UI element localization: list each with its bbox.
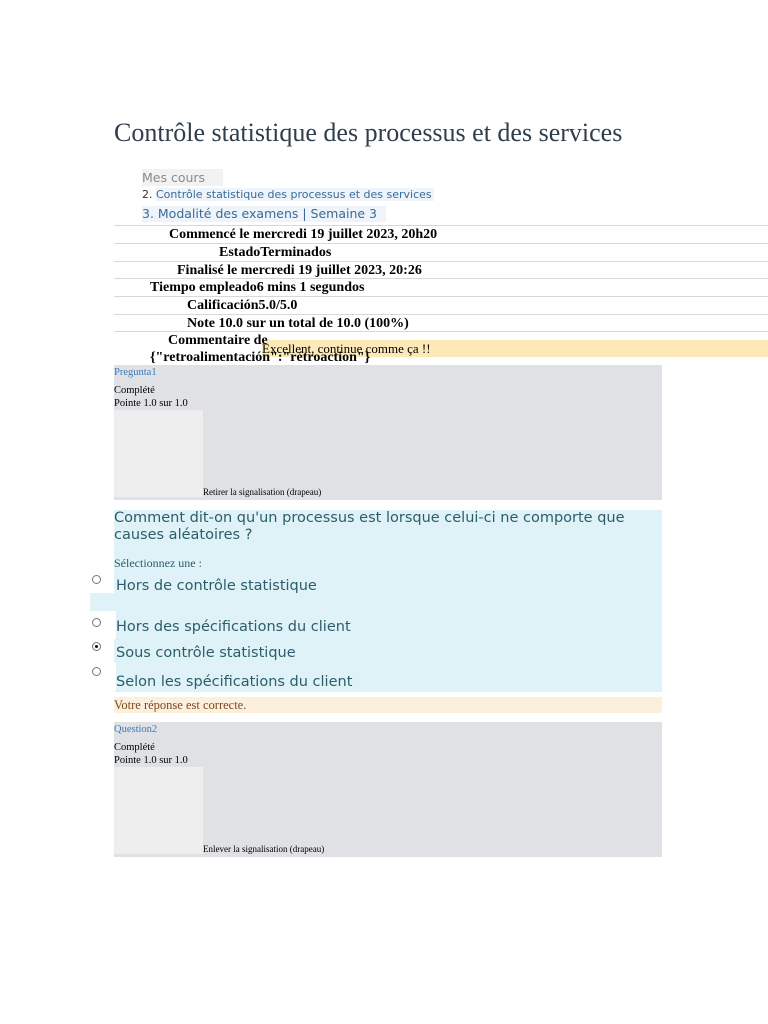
- option-4-label[interactable]: Selon les spécifications du client: [116, 674, 353, 690]
- question-2-state: Complété: [114, 742, 155, 753]
- option-3-radio[interactable]: [92, 642, 101, 651]
- question-1-mark: Pointe 1.0 sur 1.0: [114, 398, 188, 409]
- option-2-radio[interactable]: [92, 618, 101, 627]
- breadcrumb-course-prefix: 2.: [142, 188, 156, 201]
- option-1-radio[interactable]: [92, 575, 101, 584]
- breadcrumb-course-link[interactable]: Contrôle statistique des processus et des services: [156, 188, 432, 201]
- summary-row-divider: [114, 314, 768, 315]
- summary-row-divider: [114, 225, 768, 226]
- summary-started: Commencé le mercredi 19 juillet 2023, 20h20: [169, 227, 438, 242]
- question-1-flag-link[interactable]: Retirer la signalisation (drapeau): [203, 487, 322, 497]
- answer-gutter: [90, 593, 114, 611]
- option-1-label[interactable]: Hors de contrôle statistique: [116, 578, 317, 594]
- breadcrumb-course: [142, 187, 434, 203]
- summary-row-divider: [114, 243, 768, 244]
- summary-time-taken: Tiempo empleado6 mins 1 segundos: [150, 280, 365, 295]
- summary-state: EstadoTerminados: [219, 245, 332, 260]
- summary-marks: Calificación5.0/5.0: [187, 298, 298, 313]
- summary-comment-label: Commentaire de: [168, 333, 268, 348]
- question-2-flag-box: [114, 767, 203, 854]
- summary-row-divider: [114, 261, 768, 262]
- question-1-text: Comment dit-on qu'un processus est lorsque celui-ci ne comporte que causes aléatoires ?: [114, 510, 625, 543]
- option-3-label[interactable]: Sous contrôle statistique: [116, 645, 296, 661]
- overall-feedback: Excellent, continue comme ça !!: [262, 340, 768, 357]
- summary-comment-key: {"retroalimentación":"rétroaction"}: [150, 350, 371, 365]
- page-title: Contrôle statistique des processus et des services: [114, 118, 623, 147]
- question-2-number: Question2: [114, 724, 158, 735]
- summary-grade: Note 10.0 sur un total de 10.0 (100%): [187, 316, 409, 331]
- question-1-state: Complété: [114, 385, 155, 396]
- option-4-radio[interactable]: [92, 667, 101, 676]
- question-2-info: [114, 722, 662, 857]
- summary-row-divider: [114, 296, 768, 297]
- question-1-content: [114, 510, 662, 692]
- summary-finished: Finalisé le mercredi 19 juillet 2023, 20:26: [177, 263, 422, 278]
- breadcrumb-section[interactable]: 3. Modalité des examens | Semaine 3: [142, 206, 386, 222]
- question-2-flag-link[interactable]: Enlever la signalisation (drapeau): [203, 844, 325, 854]
- question-1-info: [114, 365, 662, 500]
- breadcrumb-mes-cours[interactable]: Mes cours: [142, 169, 223, 186]
- option-2-label[interactable]: Hors des spécifications du client: [116, 619, 351, 635]
- question-1-outcome: Votre réponse est correcte.: [114, 697, 662, 713]
- question-1-flag-box: [114, 410, 203, 497]
- question-1-number: Pregunta1: [114, 367, 157, 378]
- question-1-prompt: Sélectionnez une :: [114, 556, 202, 570]
- question-2-mark: Pointe 1.0 sur 1.0: [114, 755, 188, 766]
